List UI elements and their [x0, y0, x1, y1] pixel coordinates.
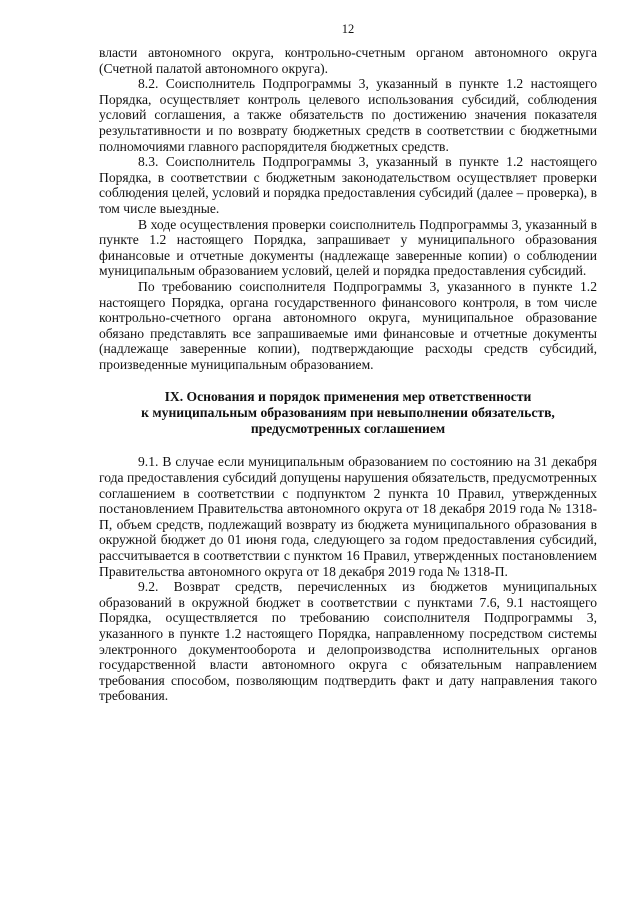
section-ix-heading — [99, 389, 597, 437]
paragraph-documents-request: По требованию соисполнителя Подпрограммы 3, указанного в пункте 1.2 настоящего Порядка, органа государственного финансового контроля, в том числе контрольно-счетного органа автономного округа, муниципальное образование обязано представлять все запрашиваемые ими финансовые и отчетные документы (надлежаще заверенные копии), подтверждающие расходы средств субсидий, произведенные муниципальным образованием. — [99, 278, 597, 372]
section-heading-line: IX. Основания и порядок применения мер ответственности — [164, 389, 532, 405]
section-heading-line: к муниципальным образованиям при невыполнении обязательств, — [141, 405, 555, 421]
paragraph-8-3: 8.3. Соисполнитель Подпрограммы 3, указанный в пункте 1.2 настоящего Порядка, в соответствии с бюджетным законодательством осуществляет проверки соблюдения целей, условий и порядка предоставления субсидий (далее – проверка), в том числе выездные. — [99, 154, 597, 216]
page-number: 12 — [341, 22, 355, 36]
paragraph-8-2: 8.2. Соисполнитель Подпрограммы 3, указанный в пункте 1.2 настоящего Порядка, осуществляет контроль целевого использования субсидий, соблюдения условий соглашения, а также обязательств по достижению значения показателя результативности и по возврату бюджетных средств в соответствии с бюджетными полномочиями главного распорядителя бюджетных средств. — [99, 76, 597, 154]
paragraph-inspection-request: В ходе осуществления проверки соисполнитель Подпрограммы 3, указанный в пункте 1.2 настоящего Порядка, запрашивает у муниципального образования финансовые и отчетные документы (надлежаще заверенные копии) о соблюдении муниципальным образованием условий, целей и порядка предоставления субсидий. — [99, 216, 597, 279]
paragraph-9-1: 9.1. В случае если муниципальным образованием по состоянию на 31 декабря года предоставления субсидий допущены нарушения обязательств, предусмотренных соглашением в соответствии с подпунктом 2 пункта 10 Правил, утвержденных постановлением Правительства автономного округа от 18 декабря 2019 года № 1318-П, объем средств, подлежащий возврату из бюджета муниципального образования в окружной бюджет до 01 июня года, следующего за годом предоставления субсидий, рассчитывается в соответствии с пунктом 16 Правил, утвержденных постановлением Правительства автономного округа от 18 декабря 2019 года № 1318-П. — [99, 454, 597, 579]
section-heading-line: предусмотренных соглашением — [250, 421, 446, 437]
paragraph-continuation: власти автономного округа, контрольно-счетным органом автономного округа (Счетной палатой автономного округа). — [99, 45, 597, 76]
paragraph-9-2: 9.2. Возврат средств, перечисленных из бюджетов муниципальных образований в окружной бюджет в соответствии с пунктами 7.6, 9.1 настоящего Порядка, осуществляется по требованию соисполнителя Подпрограммы 3, указанного в пункте 1.2 настоящего Порядка, направленному посредством системы электронного документооборота и делопроизводства исполнительных органов государственной власти автономного округа с обязательным направлением требования способом, позволяющим подтвердить факт и дату направления такого требования. — [99, 579, 597, 704]
